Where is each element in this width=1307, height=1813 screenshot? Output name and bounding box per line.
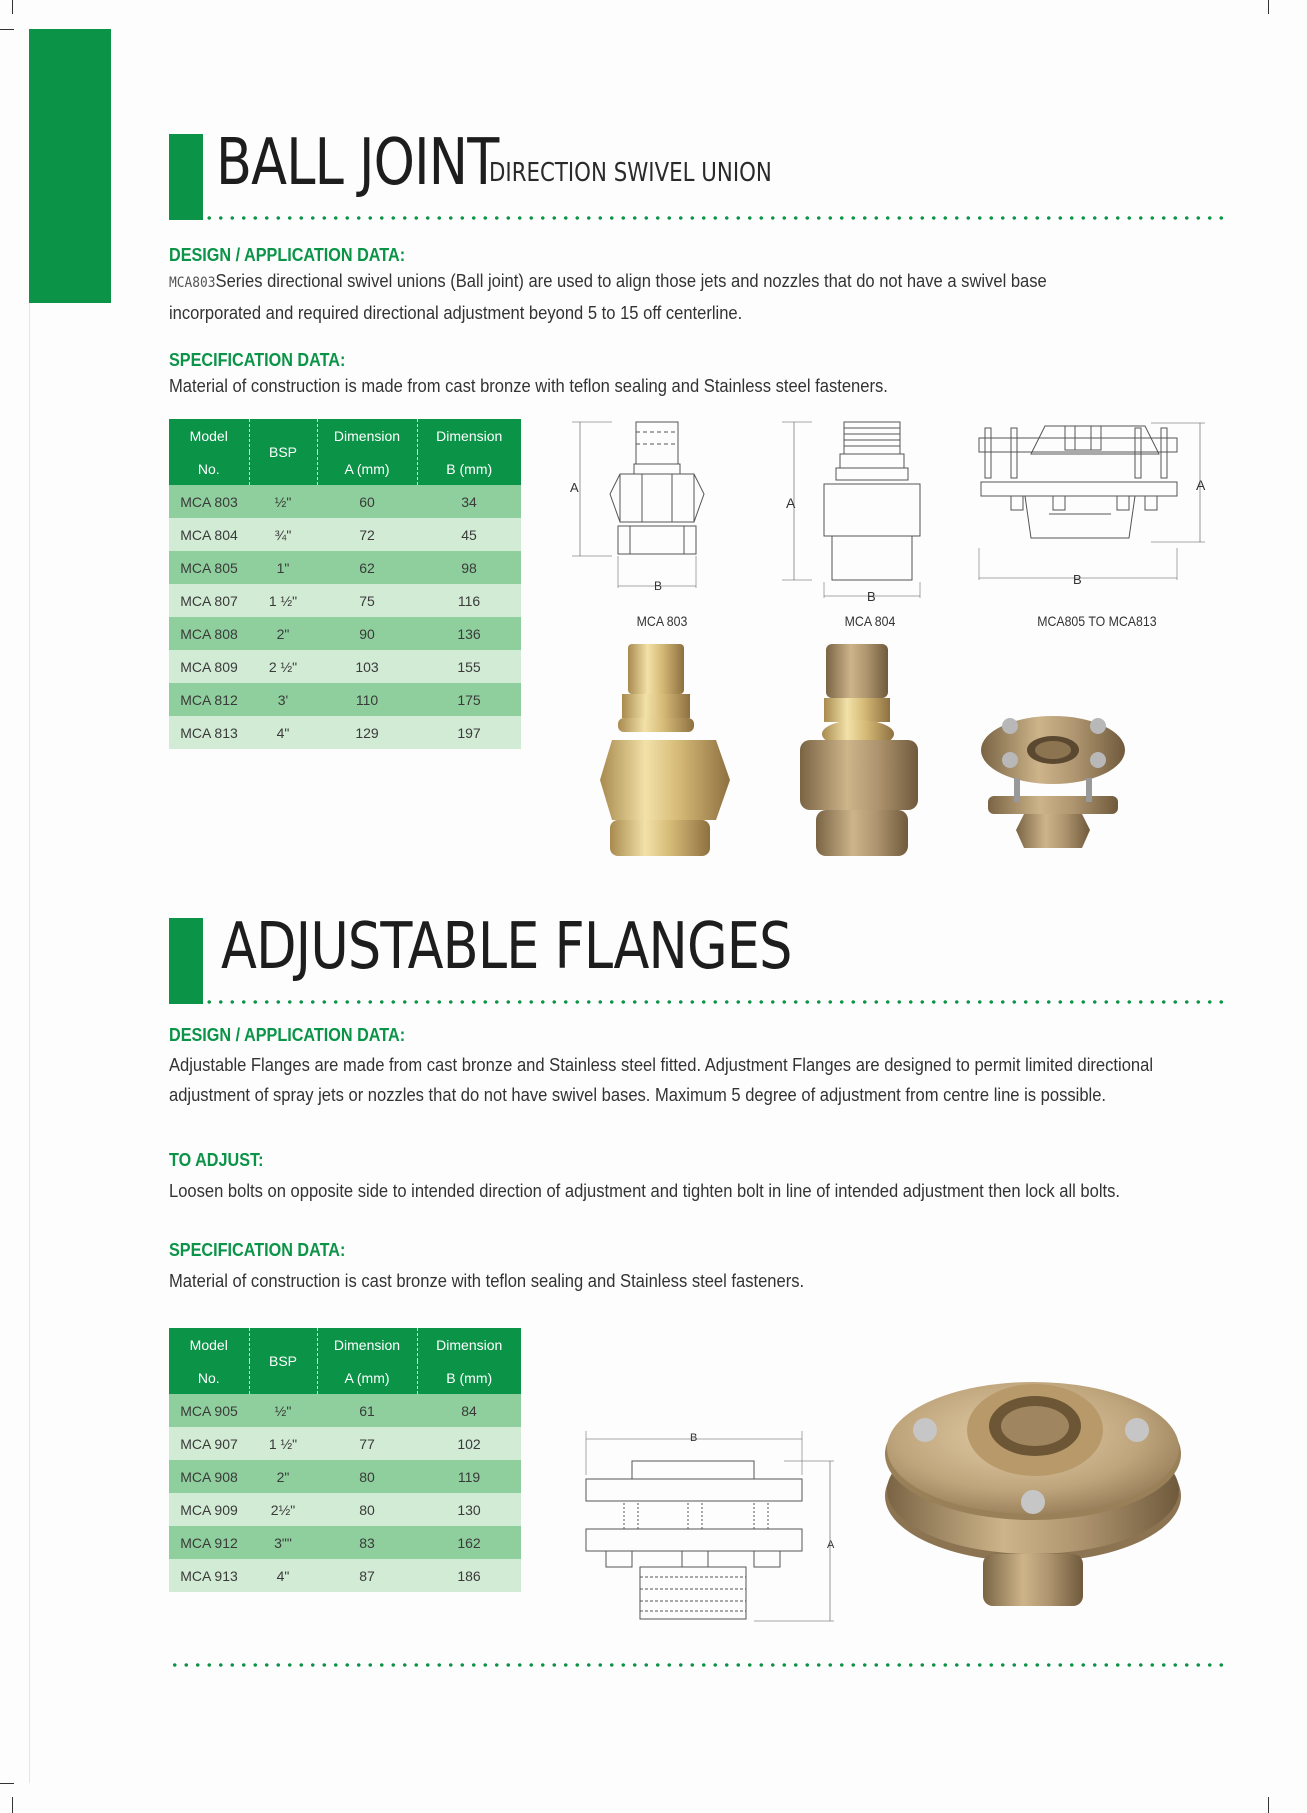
- cell-dim-a: 103: [317, 650, 417, 683]
- adjust-text: Loosen bolts on opposite side to intended direction of adjustment and tighten bolt in line of intended adjustment then lock all bolts.: [169, 1181, 1121, 1201]
- table-header: [169, 419, 521, 485]
- header-dim-a-unit: A (mm): [317, 452, 417, 485]
- cell-dim-a: 83: [317, 1526, 417, 1559]
- header-model-sub: No.: [169, 452, 249, 485]
- cell-bsp: ½": [249, 1394, 317, 1427]
- header-dim-a: Dimension: [317, 1328, 417, 1361]
- cell-dim-b: 175: [417, 683, 521, 716]
- design-heading: DESIGN / APPLICATION DATA:: [169, 245, 406, 265]
- section-subtitle: DIRECTION SWIVEL UNION: [489, 158, 772, 188]
- svg-text:A: A: [1196, 477, 1206, 493]
- cell-dim-b: 84: [417, 1394, 521, 1427]
- cell-model: MCA 913: [169, 1559, 249, 1592]
- table-row: [169, 1394, 521, 1427]
- crop-mark: [1268, 0, 1269, 14]
- header-dim-b-unit: B (mm): [417, 1361, 521, 1394]
- cell-bsp: 2": [249, 1460, 317, 1493]
- table-row: [169, 584, 521, 617]
- table-row: [169, 716, 521, 749]
- header-model-sub: No.: [169, 1361, 249, 1394]
- design-text: MCA803Series directional swivel unions (Ball joint) are used to align those jets and nozzles that do not have a swivel base incorporated and required directional adjustment beyond 5 to 15 off centerline.: [169, 271, 1047, 323]
- cell-dim-b: 102: [417, 1427, 521, 1460]
- section-marker: [169, 918, 203, 1004]
- dotted-divider: [169, 216, 1227, 220]
- table-row: [169, 1460, 521, 1493]
- cell-dim-a: 90: [317, 617, 417, 650]
- cell-dim-a: 129: [317, 716, 417, 749]
- header-dim-b: Dimension: [417, 419, 521, 452]
- cell-model: MCA 809: [169, 650, 249, 683]
- header-model: Model: [169, 1328, 249, 1361]
- svg-text:B: B: [1073, 572, 1082, 587]
- spec-heading: SPECIFICATION DATA:: [169, 1240, 346, 1260]
- cell-model: MCA 912: [169, 1526, 249, 1559]
- section-marker: [169, 134, 203, 220]
- cell-dim-b: 186: [417, 1559, 521, 1592]
- header-dim-a-unit: A (mm): [317, 1361, 417, 1394]
- flanges-spec-table: [169, 1328, 521, 1592]
- table-row: [169, 551, 521, 584]
- series-prefix: MCA803: [169, 275, 216, 291]
- crop-mark: [12, 0, 13, 14]
- table-row: [169, 617, 521, 650]
- cell-dim-b: 155: [417, 650, 521, 683]
- table-row: [169, 1559, 521, 1592]
- drawing-caption: MCA805 TO MCA813: [1037, 613, 1157, 629]
- mca804-product-photo: [798, 640, 928, 860]
- cell-bsp: ¾": [249, 518, 317, 551]
- cell-dim-a: 80: [317, 1493, 417, 1526]
- header-bsp: BSP: [249, 419, 317, 485]
- svg-text:A: A: [570, 480, 579, 495]
- side-accent-bar: [29, 29, 111, 303]
- design-text: Adjustable Flanges are made from cast bronze and Stainless steel fitted. Adjustment Flanges are designed to permit limited directional adjustment of spray jets or nozzles that do not have swivel bases. Maximum 5 degree of adjustment from centre line is possible.: [169, 1055, 1154, 1105]
- table-row: [169, 485, 521, 518]
- cell-dim-a: 80: [317, 1460, 417, 1493]
- drawing-caption: MCA 803: [636, 613, 688, 629]
- section-title: ADJUSTABLE FLANGES: [221, 910, 792, 984]
- table-row: [169, 1493, 521, 1526]
- cell-model: MCA 905: [169, 1394, 249, 1427]
- cell-bsp: 4": [249, 716, 317, 749]
- crop-mark: [12, 1797, 13, 1813]
- crop-mark: [0, 1783, 14, 1784]
- cell-dim-a: 60: [317, 485, 417, 518]
- cell-bsp: 3': [249, 683, 317, 716]
- spec-text: Material of construction is made from cast bronze with teflon sealing and Stainless steel fasteners.: [169, 376, 888, 396]
- cell-model: MCA 803: [169, 485, 249, 518]
- svg-text:B: B: [867, 589, 876, 604]
- svg-text:B: B: [654, 579, 663, 593]
- dotted-divider: [169, 1000, 1227, 1004]
- cell-bsp: 2½": [249, 1493, 317, 1526]
- cell-dim-a: 77: [317, 1427, 417, 1460]
- cell-dim-a: 75: [317, 584, 417, 617]
- mca805-product-photo: [978, 710, 1128, 860]
- crop-mark: [1268, 1797, 1269, 1813]
- adjust-heading: TO ADJUST:: [169, 1150, 264, 1170]
- mca803-product-photo: [598, 640, 728, 860]
- cell-dim-a: 62: [317, 551, 417, 584]
- mca803-drawing: [572, 418, 732, 598]
- cell-dim-a: 72: [317, 518, 417, 551]
- section-title: BALL JOINT: [216, 126, 499, 200]
- crop-mark: [0, 29, 14, 30]
- ball-joint-spec-table: [169, 419, 521, 749]
- header-dim-b-unit: B (mm): [417, 452, 521, 485]
- mca805-813-drawing: [975, 418, 1215, 588]
- cell-model: MCA 808: [169, 617, 249, 650]
- cell-dim-b: 116: [417, 584, 521, 617]
- table-row: [169, 1427, 521, 1460]
- header-dim-b: Dimension: [417, 1328, 521, 1361]
- cell-bsp: 2": [249, 617, 317, 650]
- header-bsp: BSP: [249, 1328, 317, 1394]
- cell-model: MCA 812: [169, 683, 249, 716]
- spec-text: Material of construction is cast bronze with teflon sealing and Stainless steel fasteners.: [169, 1271, 805, 1291]
- cell-dim-b: 136: [417, 617, 521, 650]
- cell-bsp: 1 ½": [249, 1427, 317, 1460]
- cell-dim-b: 197: [417, 716, 521, 749]
- cell-dim-b: 119: [417, 1460, 521, 1493]
- cell-dim-a: 110: [317, 683, 417, 716]
- cell-bsp: 1": [249, 551, 317, 584]
- table-row: [169, 1526, 521, 1559]
- cell-bsp: 4": [249, 1559, 317, 1592]
- table-header: [169, 1328, 521, 1394]
- cell-dim-b: 130: [417, 1493, 521, 1526]
- flange-product-photo: [885, 1378, 1181, 1628]
- cell-dim-a: 61: [317, 1394, 417, 1427]
- header-dim-a: Dimension: [317, 419, 417, 452]
- cell-dim-b: 162: [417, 1526, 521, 1559]
- mca804-drawing: [782, 418, 942, 608]
- spec-heading: SPECIFICATION DATA:: [169, 350, 346, 370]
- cell-model: MCA 908: [169, 1460, 249, 1493]
- cell-model: MCA 804: [169, 518, 249, 551]
- table-row: [169, 683, 521, 716]
- dotted-divider: [169, 1663, 1227, 1667]
- cell-model: MCA 807: [169, 584, 249, 617]
- cell-bsp: 1 ½": [249, 584, 317, 617]
- cell-bsp: ½": [249, 485, 317, 518]
- svg-text:A: A: [786, 495, 796, 511]
- cell-model: MCA 805: [169, 551, 249, 584]
- cell-dim-b: 45: [417, 518, 521, 551]
- cell-dim-a: 87: [317, 1559, 417, 1592]
- cell-model: MCA 909: [169, 1493, 249, 1526]
- design-heading: DESIGN / APPLICATION DATA:: [169, 1025, 406, 1045]
- cell-bsp: 3"": [249, 1526, 317, 1559]
- flange-drawing: [584, 1425, 844, 1635]
- cell-bsp: 2 ½": [249, 650, 317, 683]
- table-row: [169, 650, 521, 683]
- cell-dim-b: 34: [417, 485, 521, 518]
- header-model: Model: [169, 419, 249, 452]
- svg-text:B: B: [690, 1432, 698, 1444]
- cell-dim-b: 98: [417, 551, 521, 584]
- svg-text:A: A: [827, 1539, 835, 1551]
- table-row: [169, 518, 521, 551]
- cell-model: MCA 813: [169, 716, 249, 749]
- cell-model: MCA 907: [169, 1427, 249, 1460]
- drawing-caption: MCA 804: [844, 613, 896, 629]
